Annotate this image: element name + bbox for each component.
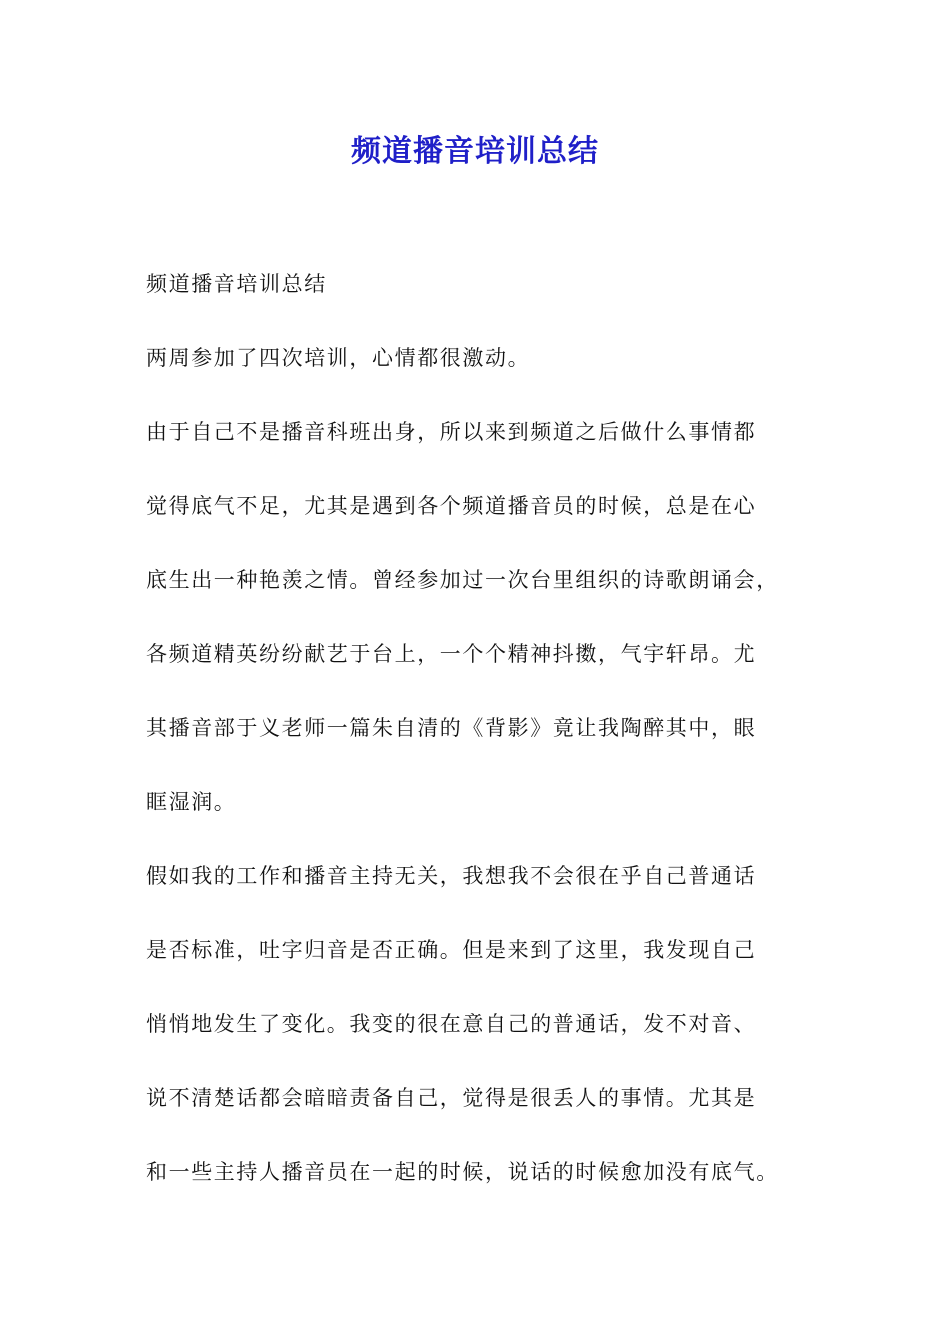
body-line: 底生出一种艳羡之情。曾经参加过一次台里组织的诗歌朗诵会， bbox=[146, 568, 779, 592]
document-title: 频道播音培训总结 bbox=[351, 134, 599, 169]
body-line: 觉得底气不足，尤其是遇到各个频道播音员的时候，总是在心 bbox=[146, 494, 757, 518]
body-line: 两周参加了四次培训，心情都很激动。 bbox=[146, 346, 531, 370]
body-line: 假如我的工作和播音主持无关，我想我不会很在乎自己普通话 bbox=[146, 864, 757, 888]
body-line: 由于自己不是播音科班出身，所以来到频道之后做什么事情都 bbox=[146, 420, 757, 444]
body-line: 各频道精英纷纷献艺于台上，一个个精神抖擞，气宇轩昂。尤 bbox=[146, 642, 757, 666]
document-body bbox=[146, 264, 806, 1226]
body-line: 频道播音培训总结 bbox=[146, 272, 327, 296]
body-line: 其播音部于义老师一篇朱自清的《背影》竟让我陶醉其中，眼 bbox=[146, 716, 757, 740]
body-line: 眶湿润。 bbox=[146, 790, 237, 814]
body-line: 悄悄地发生了变化。我变的很在意自己的普通话，发不对音、 bbox=[146, 1012, 757, 1036]
body-line: 是否标准，吐字归音是否正确。但是来到了这里，我发现自己 bbox=[146, 938, 757, 962]
body-line: 说不清楚话都会暗暗责备自己，觉得是很丢人的事情。尤其是 bbox=[146, 1086, 757, 1110]
body-line: 和一些主持人播音员在一起的时候，说话的时候愈加没有底气。 bbox=[146, 1160, 779, 1184]
